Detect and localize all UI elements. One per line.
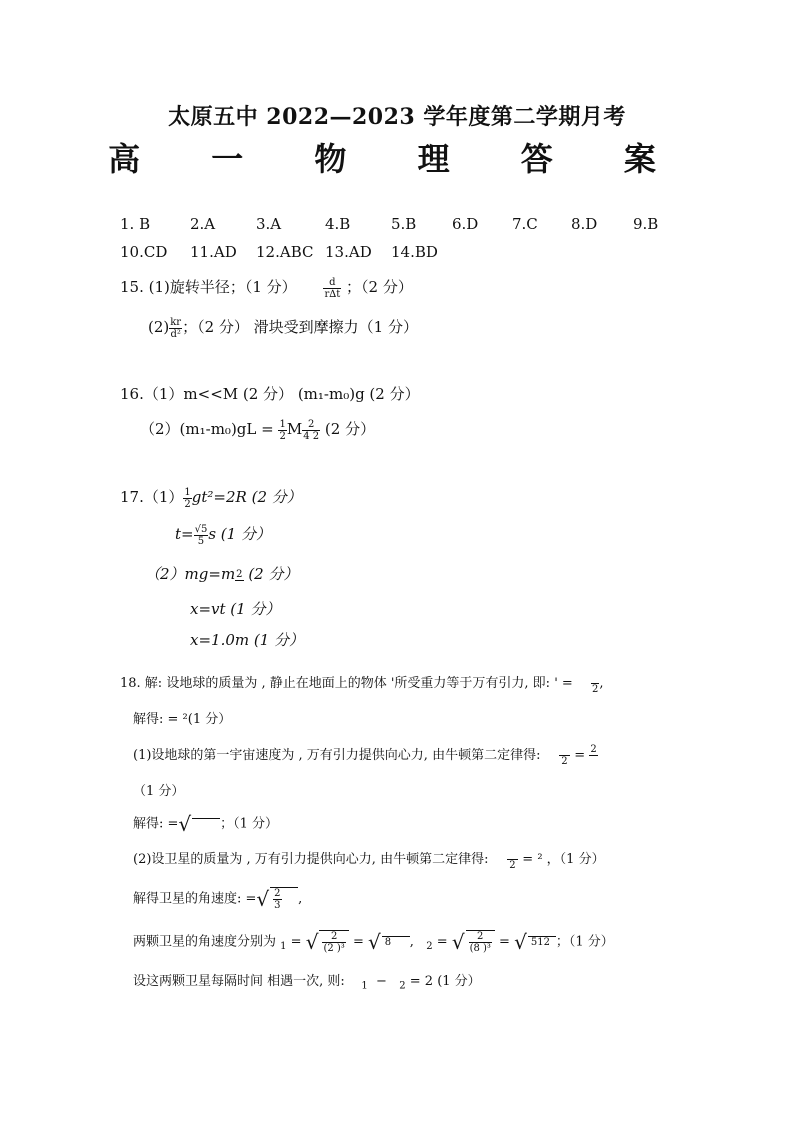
- choice-3: 3.A: [256, 215, 282, 233]
- choice-1: 1. B: [120, 215, 151, 233]
- sqrt-icon: √: [256, 887, 270, 911]
- choice-13: 13.AD: [325, 243, 372, 261]
- choice-4: 4.B: [325, 215, 351, 233]
- fraction: $\frac{1}{2}$: [184, 486, 191, 510]
- choice-8: 8.D: [571, 215, 598, 233]
- choice-14: 14.BD: [391, 243, 438, 261]
- q18-line6: (2)设卫星的质量为 , 万有引力提供向心力, 由牛顿第二定律得: 2 = ² ，（1 分）: [133, 848, 605, 871]
- sqrt-icon: √: [178, 812, 192, 836]
- choice-5: 5.B: [391, 215, 417, 233]
- q18-line7: 解得卫星的角速度: =√ $\frac{2}{3}$ ,: [133, 887, 303, 911]
- q18-line4: （1 分）: [133, 784, 185, 799]
- choice-2: 2.A: [190, 215, 216, 233]
- fraction: $\frac{2}{4 2}$: [303, 418, 320, 442]
- fraction: $\frac{2}{\text{(8 )³}}$: [469, 931, 491, 954]
- q17-line5: x=1.0m (1 分）: [190, 631, 305, 649]
- choice-11: 11.AD: [190, 243, 237, 261]
- choice-10: 10.CD: [120, 243, 168, 261]
- fraction: $\frac{kr}{\text{d²}}$: [170, 316, 182, 340]
- q18-line8: 两颗卫星的角速度分别为 $_1$ = √ $\frac{2}{\text{(2 )³}}$ = √ 8 , $_2$ = √ $\frac{2}{\text{(8 )³}}$ = √ 512 ；（1 分）: [133, 930, 614, 954]
- q17-line4: x=vt (1 分）: [190, 600, 281, 618]
- sqrt-icon: √: [367, 930, 381, 954]
- q18-line3: (1)设地球的第一宇宙速度为 , 万有引力提供向心力, 由牛顿第二定律得: 2 = 2: [133, 744, 597, 767]
- fraction: 2: [590, 744, 597, 755]
- q18-line5: 解得: =√ ；（1 分）: [133, 812, 279, 836]
- fraction: $\frac{1}{2}$: [279, 418, 286, 442]
- q18-line9: 设这两颗卫星每隔时间 相遇一次, 则: $_1$ − $_2$ = 2 (1 分）: [133, 974, 481, 992]
- exam-subtitle: 高 一 物 理 答 案: [108, 140, 686, 178]
- q16-line1: 16.（1）m<<M (2 分） (m₁-m₀)g (2 分）: [120, 385, 420, 403]
- fraction: 2: [236, 569, 243, 580]
- q15-line2: (2) $\frac{kr}{\text{d²}}$ ；（2 分） 滑块受到摩擦力（1 分）: [148, 316, 418, 340]
- q17-line1: 17.（1） $\frac{1}{2}$ gt²=2R (2 分）: [120, 486, 302, 510]
- fraction: $\frac{2}{\text{(2 )³}}$: [323, 931, 345, 954]
- q16-line2: （2）(m₁-m₀)gL = $\frac{1}{2}$ M $\frac{2}{4 2}$ (2 分）: [140, 418, 376, 442]
- fraction: 2: [507, 848, 519, 871]
- fraction: $\frac{√5}{5}$: [194, 523, 208, 547]
- q17-line2: t= $\frac{√5}{5}$ s (1 分）: [175, 523, 271, 547]
- choice-6: 6.D: [452, 215, 479, 233]
- fraction: $\frac{d}{r\Delta t}$: [324, 276, 341, 300]
- sqrt-icon: √: [305, 930, 319, 954]
- fraction: 2: [591, 672, 599, 695]
- sqrt-icon: √: [451, 930, 465, 954]
- exam-title: 太原五中 2022—2023 学年度第二学期月考: [168, 104, 626, 130]
- choice-7: 7.C: [512, 215, 538, 233]
- sqrt-icon: √: [514, 930, 527, 954]
- fraction: 2: [559, 744, 571, 767]
- fraction: $\frac{2}{3}$: [274, 888, 281, 911]
- q18-line1: 18. 解: 设地球的质量为 , 静止在地面上的物体 '所受重力等于万有引力, 即: ' = 2 ,: [120, 672, 603, 695]
- choice-12: 12.ABC: [256, 243, 314, 261]
- q17-line3: （2）mg=m 2 (2 分）: [145, 565, 299, 583]
- choice-9: 9.B: [633, 215, 659, 233]
- q18-line2: 解得: = ²(1 分）: [133, 712, 232, 727]
- q15-line1: 15. (1)旋转半径；（1 分） $\frac{d}{r\Delta t}$ ；（2 分）: [120, 276, 413, 300]
